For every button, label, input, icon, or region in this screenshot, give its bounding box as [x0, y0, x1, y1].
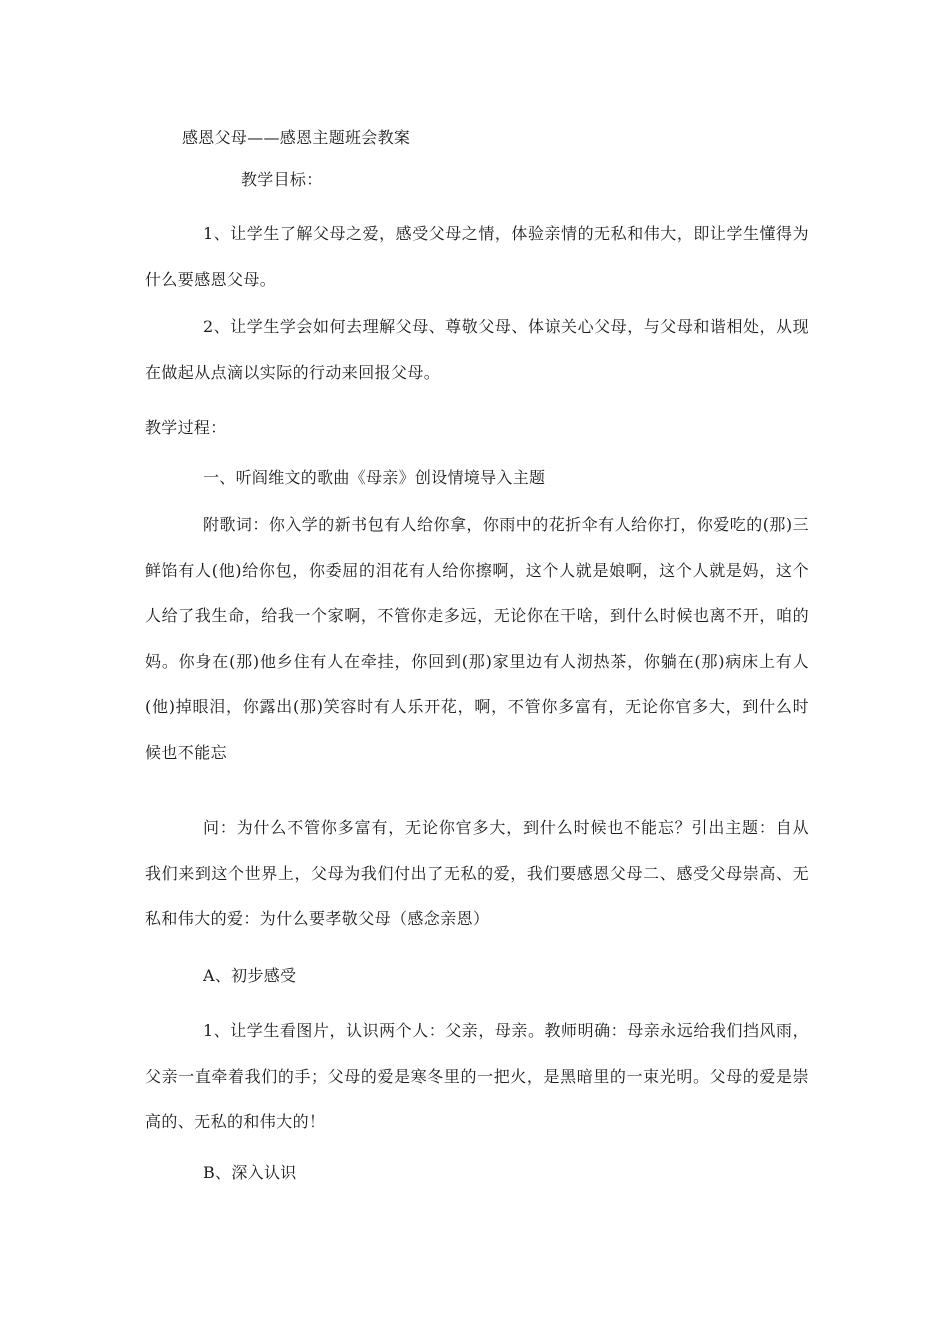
document-title: 感恩父母——感恩主题班会教案	[182, 128, 411, 147]
subsection-b-heading: B、深入认识	[203, 1163, 297, 1182]
objectives-heading: 教学目标：	[241, 170, 323, 189]
process-heading: 教学过程：	[145, 418, 227, 437]
question-paragraph: 问：为什么不管你多富有，无论你官多大，到什么时候也不能忘？引出主题：自从我们来到这个世界上，父母为我们付出了无私的爱，我们要感恩父母二、感受父母崇高、无私和伟大的爱：为什么要孝敬父母（感念亲恩）	[145, 818, 809, 928]
objective-2: 2、让学生学会如何去理解父母、尊敬父母、体谅关心父母，与父母和谐相处，从现在做起从点滴以实际的行动来回报父母。	[145, 317, 809, 382]
item-a1-paragraph: 1、让学生看图片，认识两个人：父亲，母亲。教师明确：母亲永远给我们挡风雨，父亲一直牵着我们的手；父母的爱是寒冬里的一把火，是黑暗里的一束光明。父母的爱是崇高的、无私的和伟大的！	[145, 1021, 809, 1131]
subsection-a-heading: A、初步感受	[203, 966, 297, 985]
lyrics-paragraph: 附歌词：你入学的新书包有人给你拿，你雨中的花折伞有人给你打，你爱吃的(那)三鲜馅有人(他)给你包，你委屈的泪花有人给你擦啊，这个人就是娘啊，这个人就是妈，这个人给了我生命，给我一个家啊，不管你走多远，无论你在干啥，到什么时候也离不开，咱的妈。你身在(那)他乡住有人在牵挂，你回到(那)家里边有人沏热茶，你躺在(那)病床上有人(他)掉眼泪，你露出(那)笑容时有人乐开花，啊，不管你多富有，无论你官多大，到什么时候也不能忘	[145, 515, 809, 762]
section-1-heading: 一、听阎维文的歌曲《母亲》创设情境导入主题	[203, 468, 546, 487]
objective-1: 1、让学生了解父母之爱，感受父母之情，体验亲情的无私和伟大，即让学生懂得为什么要感恩父母。	[145, 224, 809, 289]
